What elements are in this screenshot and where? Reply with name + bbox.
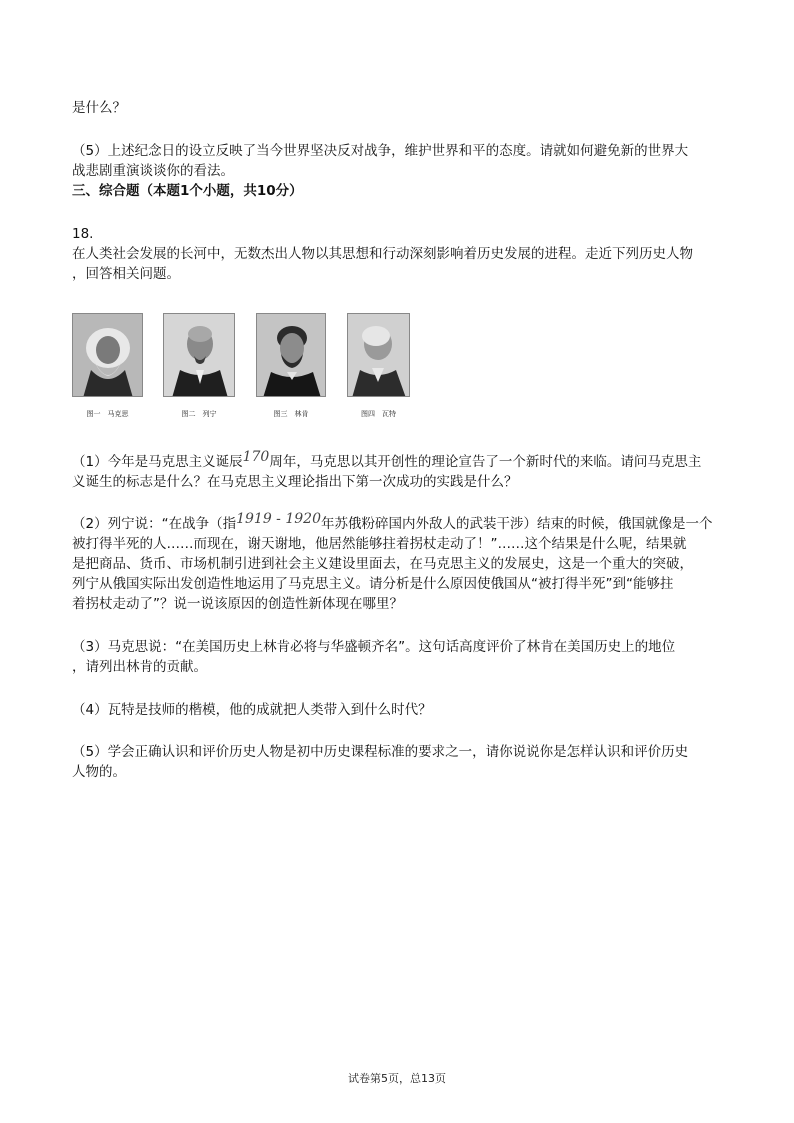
question-2-line-5: 着拐杖走动了”？说一说该原因的创造性新体现在哪里？ [72,596,403,612]
page-footer: 试卷第5页，总13页 [348,1072,446,1085]
portrait-image [163,313,235,397]
year-range-math: 1919 - 1920 [236,511,321,527]
question-4-line: （4）瓦特是技师的楷模，他的成就把人类带入到什么时代？ [72,702,432,718]
question-2-line-4: 列宁从俄国实际出发创造性地运用了马克思主义。请分析是什么原因使俄国从“被打得半死”到“能够拄 [72,576,674,592]
intro-line-1: 在人类社会发展的长河中，无数杰出人物以其思想和行动深刻影响着历史发展的进程。走近下列历史人物 [72,246,693,262]
question-2-text-start: （2）列宁说：“在战争（指 [72,516,237,532]
portrait-caption: 图四 瓦特 [361,410,396,418]
question-5b-line-2: 人物的。 [72,764,126,780]
portrait-caption: 图二 列宁 [181,410,217,418]
question-2-line-3: 是把商品、货币、市场机制引进到社会主义建设里面去，在马克思主义的发展史，这是一个重大的突破， [72,556,693,572]
portrait-image [72,313,143,397]
portrait-caption: 图三 林肯 [273,410,309,418]
question-1-text-start: （1）今年是马克思主义诞辰 [72,454,243,470]
question-2-text-end: 年苏俄粉碎国内外敌人的武装干涉）结束的时候，俄国就像是一个 [320,516,713,532]
question-number: 18. [72,226,94,242]
question-3-line-1: （3）马克思说：“在美国历史上林肯必将与华盛顿齐名”。这句话高度评价了林肯在美国历史上的地位 [72,639,676,655]
portrait-marx [72,313,143,419]
question-1-line-2: 义诞生的标志是什么？在马克思主义理论指出下第一次成功的实践是什么？ [72,474,518,490]
portrait-figures [72,313,412,423]
section-title: 三、综合题（本题1个小题，共10分） [72,183,303,199]
intro-line-2: ，回答相关问题。 [72,266,180,282]
question-1-line-1 [72,449,702,472]
portrait-watt [347,313,410,419]
question-5-line-2: 战悲剧重演谈谈你的看法。 [72,163,234,179]
question-2-line-1 [72,511,713,534]
portrait-caption: 图一 马克思 [86,410,129,418]
question-3-line-2: ，请列出林肯的贡献。 [72,659,207,675]
question-5-line-1: （5）上述纪念日的设立反映了当今世界坚决反对战争，维护世界和平的态度。请就如何避免新的世界大 [72,143,689,159]
portrait-lincoln [256,313,326,419]
portrait-image [256,313,326,397]
portrait-image [347,313,410,397]
question-5b-line-1: （5）学会正确认识和评价历史人物是初中历史课程标准的要求之一，请你说说你是怎样认识和评价历史 [72,744,689,760]
question-2-line-2: 被打得半死的人……而现在，谢天谢地，他居然能够拄着拐杖走动了！”……这个结果是什么呢，结果就 [72,536,687,552]
portrait-lenin [163,313,235,419]
text-line: 是什么？ [72,100,126,116]
year-count-math: 170 [242,449,270,465]
question-1-text-end: 周年，马克思以其开创性的理论宣告了一个新时代的来临。请问马克思主 [269,454,702,470]
